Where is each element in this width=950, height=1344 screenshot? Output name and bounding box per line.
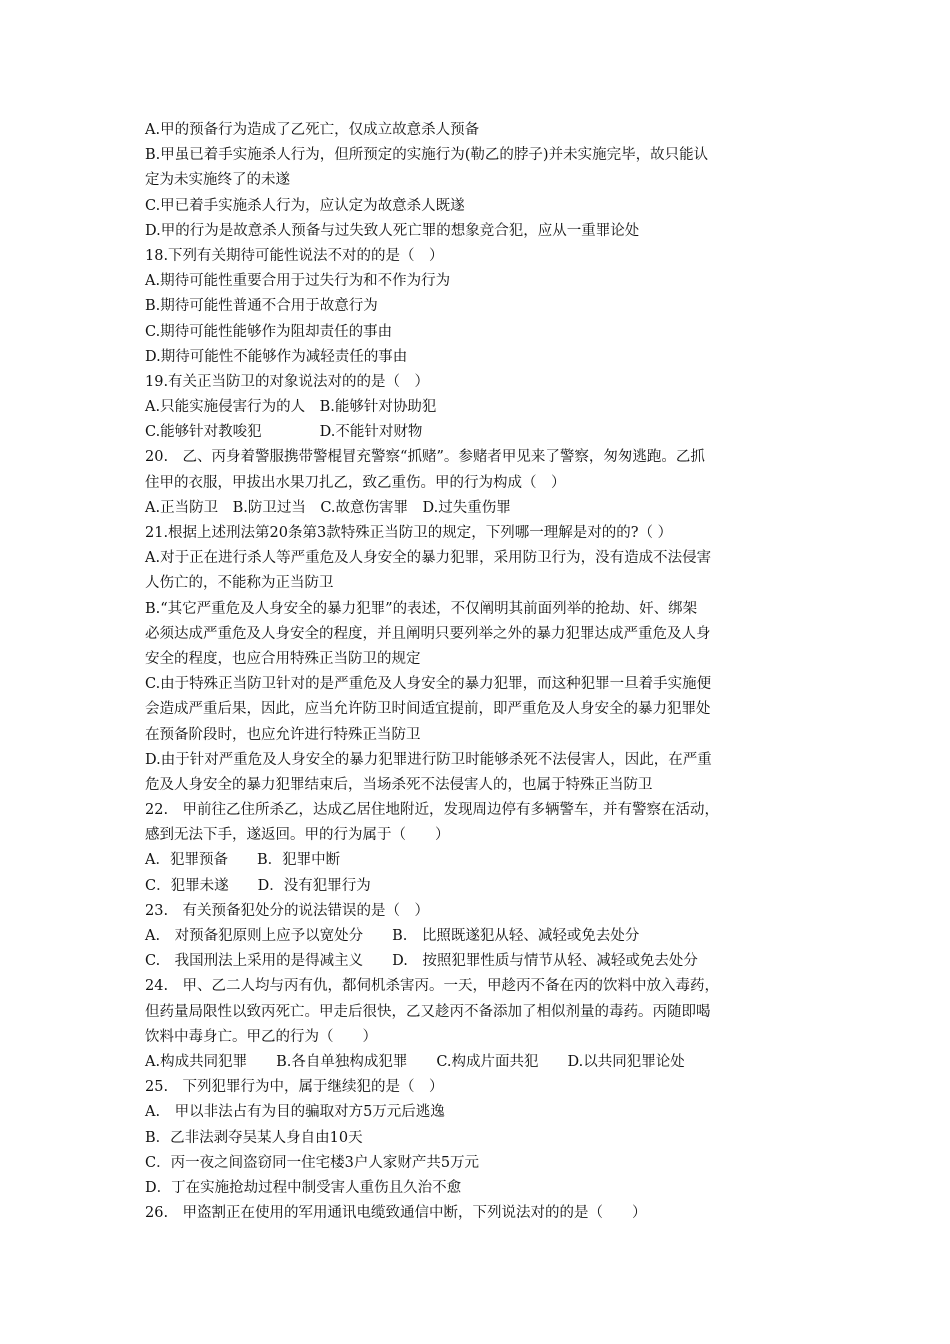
text-line: A.对于正在进行杀人等严重危及人身安全的暴力犯罪，采用防卫行为，没有造成不法侵害: [145, 550, 712, 567]
text-line: A.期待可能性重要合用于过失行为和不作为行为: [145, 273, 451, 290]
text-line: 感到无法下手，遂返回。甲的行为属于（ ）: [145, 827, 450, 844]
text-line: A. 对预备犯原则上应予以宽处分 B. 比照既遂犯从轻、减轻或免去处分: [145, 928, 640, 944]
question-25: 25. 下列犯罪行为中，属于继续犯的是（ ）: [145, 1079, 444, 1096]
text-line: A.只能实施侵害行为的人 B.能够针对协助犯: [145, 399, 437, 416]
question-18: 18.下列有关期待可能性说法不对的的是（ ）: [145, 247, 444, 264]
text-line: 住甲的衣服，甲拔出水果刀扎乙，致乙重伤。甲的行为构成（ ）: [145, 474, 566, 491]
question-19: 19.有关正当防卫的对象说法对的的是（ ）: [145, 373, 430, 390]
text-line: 必须达成严重危及人身安全的程度，并且阐明只要列举之外的暴力犯罪达成严重危及人身: [145, 625, 711, 642]
text-line: C. 我国刑法上采用的是得减主义 D. 按照犯罪性质与情节从轻、减轻或免去处分: [145, 953, 698, 970]
question-23: 23. 有关预备犯处分的说法错误的是（ ）: [145, 902, 430, 919]
text-line: A.构成共同犯罪 B.各自单独构成犯罪 C.构成片面共犯 D.以共同犯罪论处: [145, 1053, 685, 1070]
text-line: C.甲已着手实施杀人行为，应认定为故意杀人既遂: [145, 197, 465, 214]
text-line: A．犯罪预备 B．犯罪中断: [145, 852, 341, 869]
text-line: A.甲的预备行为造成了乙死亡，仅成立故意杀人预备: [145, 122, 480, 138]
question-26: 26. 甲盗割正在使用的军用通讯电缆致通信中断，下列说法对的的是（ ）: [145, 1205, 647, 1222]
text-line: 人伤亡的，不能称为正当防卫: [145, 575, 334, 592]
text-line: D.由于针对严重危及人身安全的暴力犯罪进行防卫时能够杀死不法侵害人，因此，在严重: [145, 751, 712, 768]
text-line: C.由于特殊正当防卫针对的是严重危及人身安全的暴力犯罪，而这种犯罪一旦着手实施便: [145, 676, 712, 693]
text-line: 定为未实施终了的未遂: [145, 172, 290, 189]
text-line: D.甲的行为是故意杀人预备与过失致人死亡罪的想象竞合犯，应从一重罪论处: [145, 222, 640, 239]
text-line: 会造成严重后果，因此，应当允许防卫时间适宜提前，即严重危及人身安全的暴力犯罪处: [145, 701, 711, 718]
text-line: 危及人身安全的暴力犯罪结束后，当场杀死不法侵害人的，也属于特殊正当防卫: [145, 776, 653, 793]
document-page: [145, 118, 810, 1226]
question-21: 21.根据上述刑法第20条第3款特殊正当防卫的规定，下列哪一理解是对的的?（ ）: [145, 525, 673, 541]
text-line: C.期待可能性能够作为阻却责任的事由: [145, 323, 393, 340]
text-line: B.甲虽已着手实施杀人行为，但所预定的实施行为(勒乙的脖子)并未实施完毕，故只能认: [145, 147, 709, 164]
text-line: 饮料中毒身亡。甲乙的行为（ ）: [145, 1028, 377, 1045]
text-line: D.期待可能性不能够作为减轻责任的事由: [145, 348, 408, 365]
text-line: D．丁在实施抢劫过程中制受害人重伤且久治不愈: [145, 1179, 462, 1196]
text-line: C．犯罪未遂 D．没有犯罪行为: [145, 877, 371, 894]
text-line: B．乙非法剥夺吴某人身自由10天: [145, 1129, 363, 1146]
text-line: 但药量局限性以致丙死亡。甲走后很快，乙又趁丙不备添加了相似剂量的毒药。丙随即喝: [145, 1003, 711, 1020]
question-22: 22. 甲前往乙住所杀乙，达成乙居住地附近，发现周边停有多辆警车，并有警察在活动，: [145, 802, 720, 819]
text-line: 在预备阶段时，也应允许进行特殊正当防卫: [145, 726, 421, 743]
text-line: A.正当防卫 B.防卫过当 C.故意伤害罪 D.过失重伤罪: [145, 499, 511, 516]
text-line: 安全的程度，也应合用特殊正当防卫的规定: [145, 650, 421, 667]
text-line: C．丙一夜之间盗窃同一住宅楼3户人家财产共5万元: [145, 1154, 480, 1171]
text-line: C.能够针对教唆犯 D.不能针对财物: [145, 424, 423, 441]
text-line: B.期待可能性普通不合用于故意行为: [145, 298, 378, 315]
question-24: 24. 甲、乙二人均与丙有仇，都伺机杀害丙。一天，甲趁丙不备在丙的饮料中放入毒药，: [145, 978, 720, 995]
text-line: A. 甲以非法占有为目的骗取对方5万元后逃逸: [145, 1104, 445, 1121]
text-line: B.“其它严重危及人身安全的暴力犯罪”的表述，不仅阐明其前面列举的抢劫、奸、绑架: [145, 600, 698, 617]
question-20: 20. 乙、丙身着警服携带警棍冒充警察“抓赌”。参赌者甲见来了警察，匆匆逃跑。乙抓: [145, 449, 705, 466]
